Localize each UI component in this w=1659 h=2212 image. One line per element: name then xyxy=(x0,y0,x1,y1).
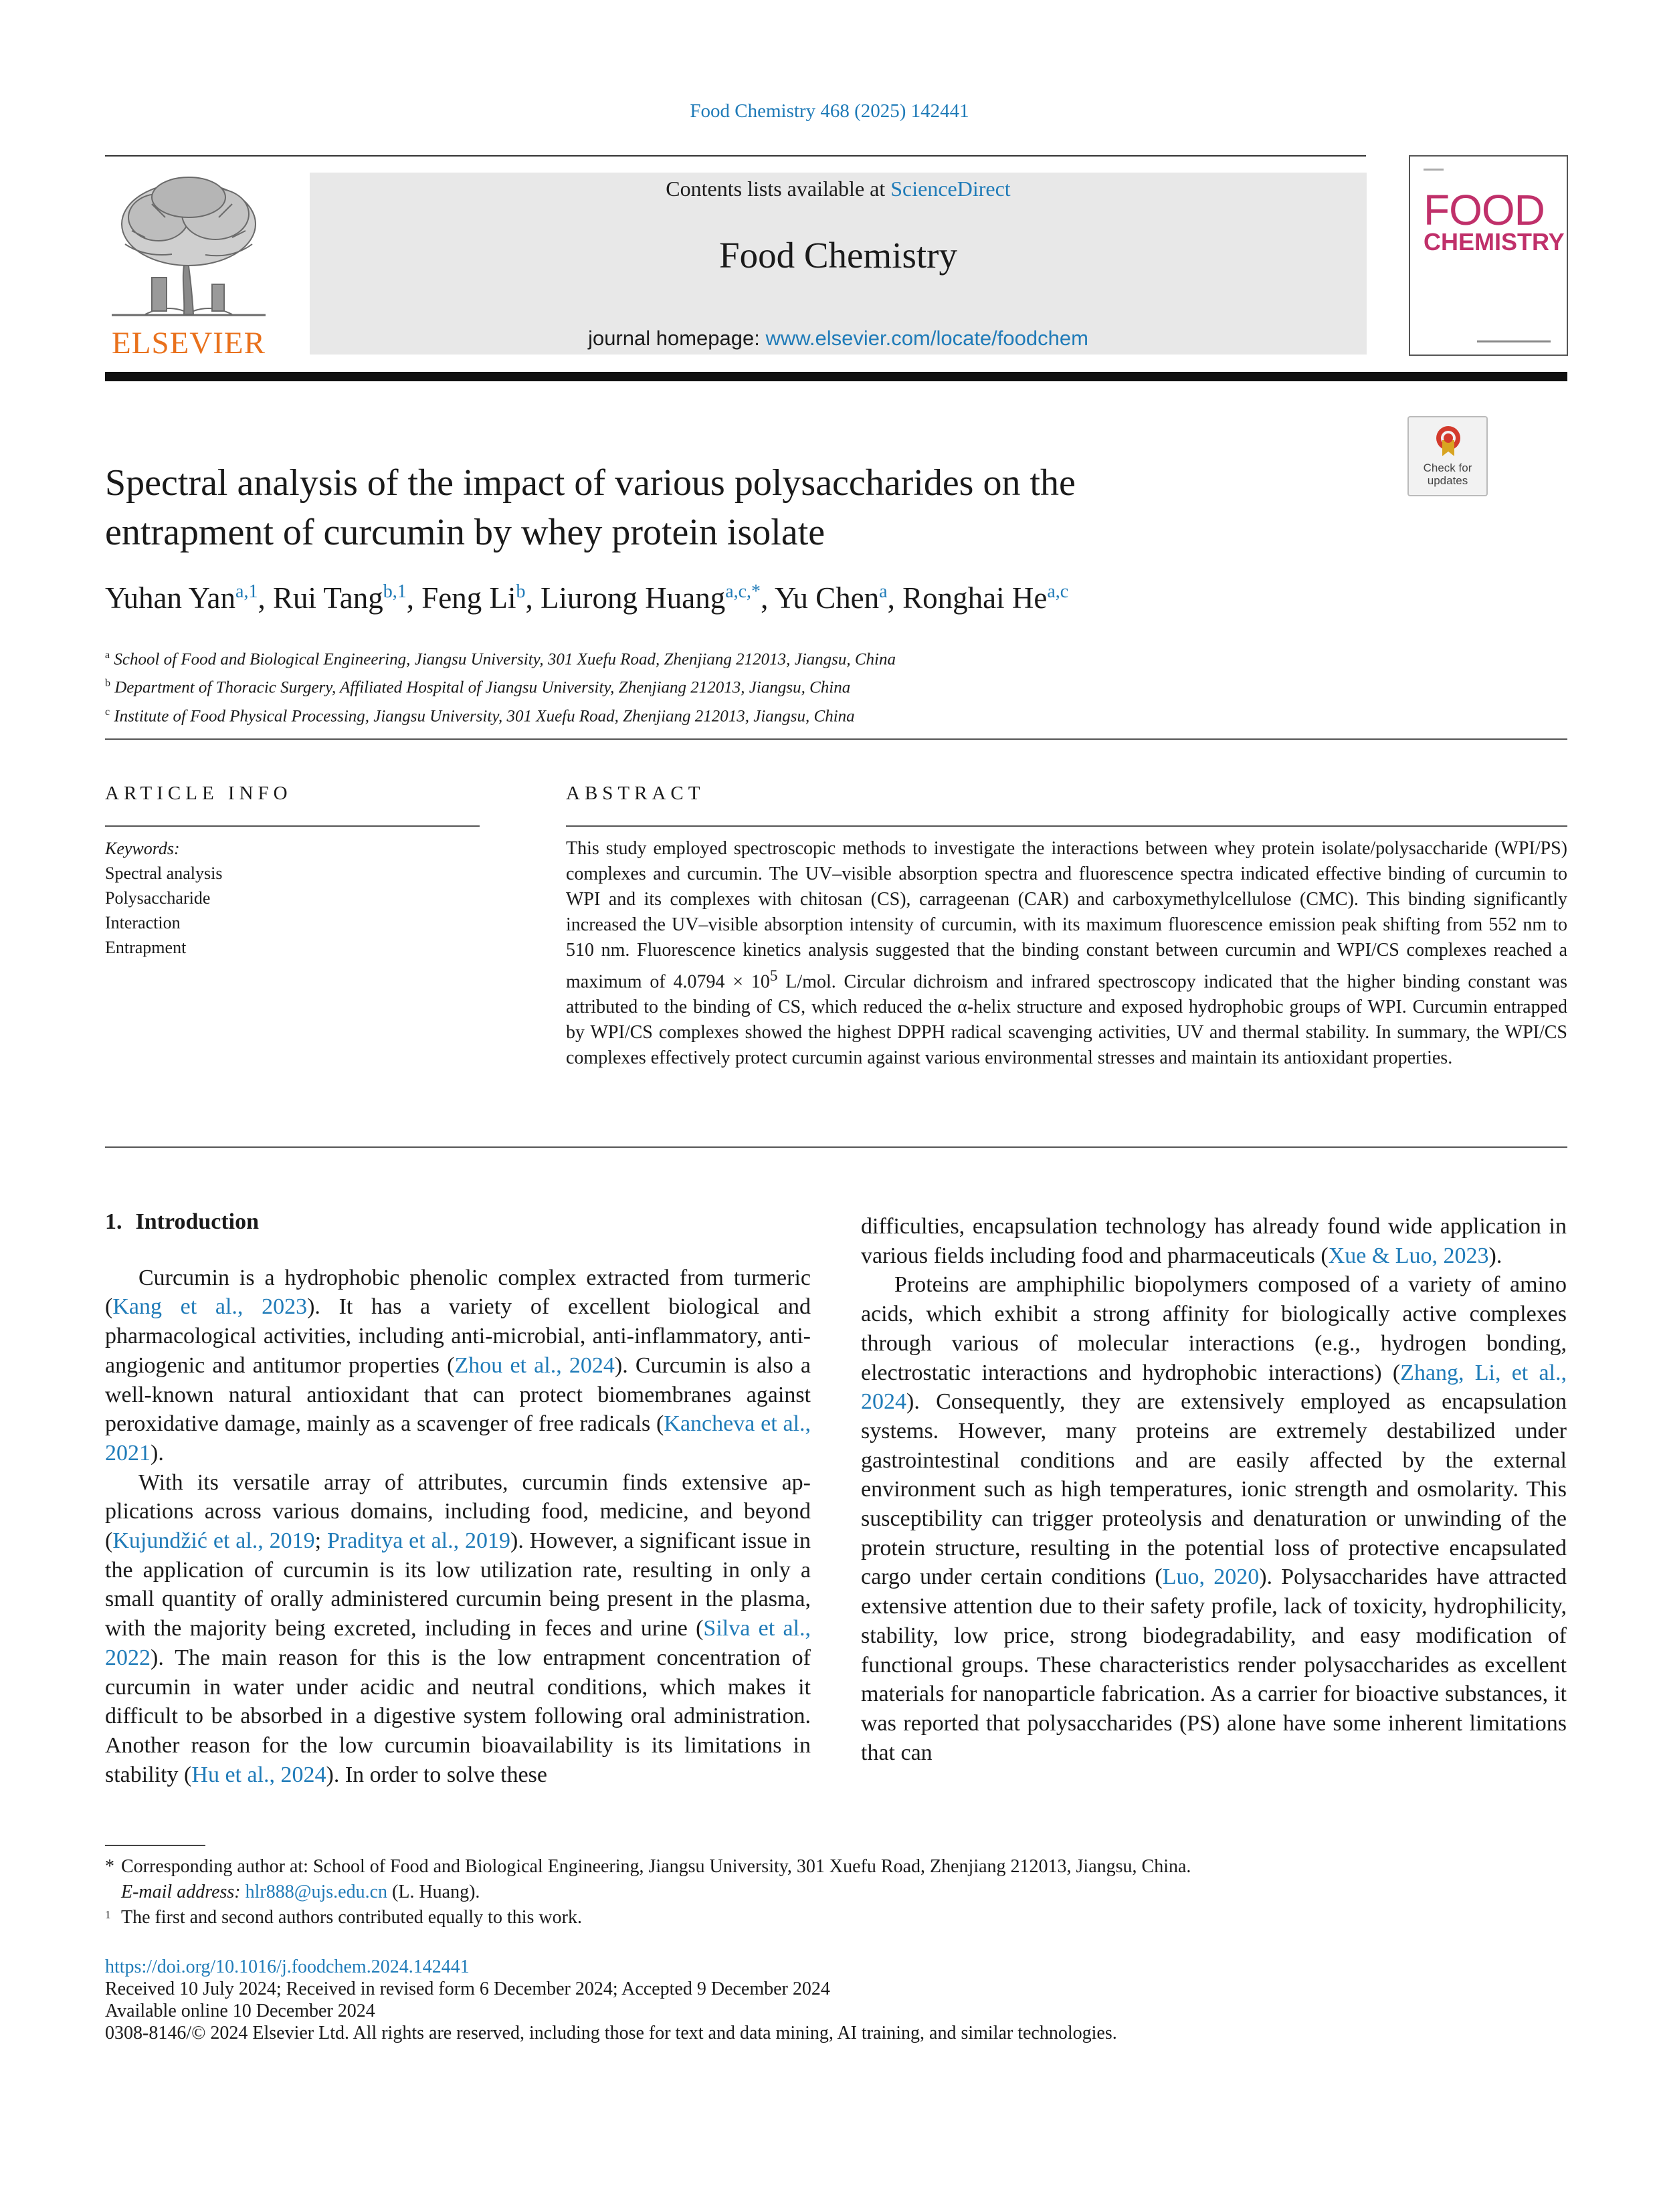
affiliation-b: $^b$ Department of Thoracic Surgery, Affiliated Hospital of Jiangsu University, Zhenjiang 212013, Jiangsu, China xyxy=(105,678,851,697)
footnote-corresponding: * Corresponding author at: School of Food and Biological Engineering, Jiangsu University, 301 Xuefu Road, Zhenjiang 212013, Jiangsu, China. xyxy=(105,1856,1191,1877)
author-separator: , xyxy=(887,581,903,615)
contents-line xyxy=(310,177,1367,201)
author-6: Ronghai He xyxy=(902,581,1048,615)
citation-link[interactable]: Silva et al., 2022 xyxy=(105,1616,811,1670)
author-separator: , xyxy=(761,581,775,615)
journal-header-box xyxy=(310,173,1367,355)
paper-title-line-2: entrapment of curcumin by whey protein isolate xyxy=(105,512,825,553)
divider xyxy=(566,825,1567,827)
author-separator: , xyxy=(258,581,273,615)
author-1-affil-link[interactable]: a,1 xyxy=(235,581,258,602)
citation-link[interactable]: Luo, 2020 xyxy=(1162,1565,1260,1590)
author-3: Feng Li xyxy=(421,581,516,615)
check-for-updates-button[interactable] xyxy=(1407,416,1488,496)
keywords-block xyxy=(105,836,222,960)
author-5: Yu Chen xyxy=(774,581,880,615)
homepage-line xyxy=(310,326,1367,350)
sciencedirect-link[interactable]: ScienceDirect xyxy=(890,177,1011,201)
paper-title xyxy=(105,458,1343,557)
citation-link[interactable]: Xue & Luo, 2023 xyxy=(1328,1243,1489,1268)
cover-decoration-bottom xyxy=(1477,340,1551,342)
citation-link[interactable]: Kang et al., 2023 xyxy=(112,1294,308,1320)
keywords-title: Keywords: xyxy=(105,839,180,858)
cover-title-food: FOOD xyxy=(1424,186,1545,234)
author-separator: , xyxy=(406,581,422,615)
section-heading: 1. Introduction xyxy=(105,1209,260,1234)
bookmark-ribbon-icon xyxy=(1434,425,1462,458)
paragraph: Curcumin is a hydrophobic phenolic complex extracted from turmeric (Kang et al., 2023). It has a variety of excellent biological and pharmacological activities, including anti-microbial, anti-inflammatory, anti-angiogenic and antitumor properties (Zhou et al., 2024). Curcumin is also a well-known natural antioxidant that can protect biomembranes against peroxidative damage, mainly as a scavenger of free radicals (Kancheva et al., 2021). xyxy=(105,1265,811,1466)
divider xyxy=(105,1146,1567,1148)
footnotes xyxy=(105,1854,1191,1930)
citation-link[interactable]: Kujundžić et al., 2019 xyxy=(112,1528,315,1554)
author-list xyxy=(105,581,1068,615)
citation-link[interactable]: Zhou et al., 2024 xyxy=(454,1352,615,1378)
email-link[interactable]: hlr888@ujs.edu.cn xyxy=(245,1882,388,1902)
check-for-updates-label: Check for updates xyxy=(1423,462,1472,487)
journal-title: Food Chemistry xyxy=(719,235,957,276)
divider xyxy=(105,825,480,827)
footnote-equal-contribution: 1 The first and second authors contributed equally to this work. xyxy=(105,1907,582,1928)
citation-link[interactable]: Praditya et al., 2019 xyxy=(326,1528,510,1554)
paragraph: Proteins are amphiphilic biopolymers composed of a variety of amino acids, which exhibit a strong affinity for biologically active complexes through various of molecular interactions (e.g., hydrogen bonding, electrostatic interactions and hydrophobic interactions) (Zhang, Li, et al., 2024). Consequently, they are extensively employed as encapsulation systems. However, many proteins are extremely destabilized under gastrointestinal conditions and are easily affected by the external environment such as high temperatures, ionic strength and osmolarity. This susceptibility can trigger proteolysis and denaturation or unwinding of the protein structure, resulting in the potential loss of protective encapsulated cargo under certain conditions (Luo, 2020). Polysaccharides have attracted extensive attention due to their safety profile, lack of toxicity, hydrophilicity, stability, low price, strong biodegradability, and easy modification of functional groups. These characteristics render polysaccharides as excellent materials for nanoparticle fabrication. As a carrier for bioactive substances, it was reported that polysaccharides (PS) alone have some inherent limitations that can xyxy=(861,1272,1567,1765)
elsevier-wordmark: ELSEVIER xyxy=(112,326,266,361)
keyword: Spectral analysis xyxy=(105,864,223,883)
homepage-prefix: journal homepage: xyxy=(588,326,766,350)
header-top-rule xyxy=(105,155,1366,157)
affiliations xyxy=(105,643,896,728)
body-column-left xyxy=(105,1207,811,1789)
author-2: Rui Tang xyxy=(272,581,383,615)
cover-title-chemistry: CHEMISTRY xyxy=(1424,228,1565,256)
citation-link[interactable]: Zhang, Li, et al., 2024 xyxy=(861,1360,1567,1415)
doi-link[interactable]: https://doi.org/10.1016/j.foodchem.2024.142441 xyxy=(105,1956,470,1977)
journal-reference-link[interactable]: Food Chemistry 468 (2025) 142441 xyxy=(690,100,969,122)
abstract-text: This study employed spectroscopic methods to investigate the interactions between whey protein isolate/polysaccharide (WPI/PS) complexes and curcumin. The UV–visible absorption spectra and fluorescence spectra indicated effective binding of curcumin to WPI and its complexes with chitosan (CS), carrageenan (CAR) and carboxymethylcellulose (CMC). This binding significantly increased the UV–visible absorption intensity of curcumin, with its maximum fluorescence emission peak shifting from 552 nm to 510 nm. Fluorescence kinetics analysis suggested that the binding constant between curcumin and WPI/CS complexes reached a maximum of $4.0794 \times 10^5$ L/mol. Circular dichroism and infrared spectroscopy indicated that the higher binding constant was attributed to the binding of CS, which reduced the α-helix structure and exposed hydrophobic groups of WPI. Curcumin entrapped by WPI/CS complexes showed the highest DPPH radical scavenging activities, UV and thermal stability. In summary, the WPI/CS complexes effectively protect curcumin against various environmental stresses and maintain its antioxidant properties. xyxy=(566,838,1567,1069)
publication-info xyxy=(105,1956,1117,2044)
affiliation-a: $^a$ School of Food and Biological Engineering, Jiangsu University, 301 Xuefu Road, Zhenjiang 212013, Jiangsu, China xyxy=(105,649,896,669)
available-online: Available online 10 December 2024 xyxy=(105,2001,375,2021)
author-separator: , xyxy=(525,581,541,615)
homepage-link[interactable]: www.elsevier.com/locate/foodchem xyxy=(765,326,1088,350)
copyright: 0308-8146/© 2024 Elsevier Ltd. All rights are reserved, including those for text and data mining, AI training, and similar technologies. xyxy=(105,2023,1117,2043)
cover-decoration xyxy=(1424,169,1444,171)
contents-prefix: Contents lists available at xyxy=(666,177,891,201)
paper-title-line-1: Spectral analysis of the impact of various polysaccharides on the xyxy=(105,462,1076,504)
keyword: Entrapment xyxy=(105,938,187,957)
affiliation-c: $^c$ Institute of Food Physical Processing, Jiangsu University, 301 Xuefu Road, Zhenjiang 212013, Jiangsu, China xyxy=(105,706,855,725)
author-2-affil-link[interactable]: b,1 xyxy=(383,581,407,602)
footnote-rule xyxy=(105,1845,205,1846)
author-1: Yuhan Yan xyxy=(105,581,236,615)
header-bottom-rule xyxy=(105,372,1567,381)
received-dates: Received 10 July 2024; Received in revised form 6 December 2024; Accepted 9 December 2024 xyxy=(105,1979,830,1999)
keyword: Interaction xyxy=(105,913,181,932)
author-3-affil-link[interactable]: b xyxy=(516,581,526,602)
abstract-heading: ABSTRACT xyxy=(566,783,705,804)
elsevier-tree-icon xyxy=(105,171,272,321)
author-5-affil-link[interactable]: a xyxy=(879,581,888,602)
citation-link[interactable]: Kancheva et al., 2021 xyxy=(105,1411,811,1466)
journal-reference[interactable] xyxy=(0,100,1659,122)
author-6-affil-link[interactable]: a,c xyxy=(1047,581,1069,602)
journal-cover-thumbnail[interactable] xyxy=(1409,155,1568,356)
body-column-right xyxy=(861,1212,1567,1767)
divider xyxy=(105,738,1567,740)
citation-link[interactable]: Hu et al., 2024 xyxy=(191,1762,326,1787)
elsevier-logo xyxy=(105,171,272,361)
author-4: Liurong Huang xyxy=(541,581,726,615)
paragraph: With its versatile array of attributes, curcumin finds extensive applications across various domains, including food, medicine, and beyond (Kujundžić et al., 2019; Praditya et al., 2019). However, a significant issue in the application of curcumin is its low utilization rate, resulting in only a small quantity of orally administered curcumin being present in the plasma, with the majority being excreted, including in feces and urine (Silva et al., 2022). The main reason for this is the low entrapment concentration of curcumin in water under acidic and neutral conditions, which makes it difficult to be absorbed in a digestive system following oral administration. Another reason for the low curcumin bioavailability is its limitations in stability (Hu et al., 2024). In order to solve these xyxy=(105,1470,811,1787)
keyword: Polysaccharide xyxy=(105,888,211,908)
article-info-heading: ARTICLE INFO xyxy=(105,783,292,804)
paragraph: difficulties, encapsulation technology has already found wide application in various fields including food and pharmaceuticals (Xue & Luo, 2023). xyxy=(861,1214,1567,1268)
footnote-email: E-mail address: hlr888@ujs.edu.cn (L. Huang). xyxy=(121,1882,480,1902)
author-4-affil-link[interactable]: a,c,* xyxy=(725,581,761,602)
